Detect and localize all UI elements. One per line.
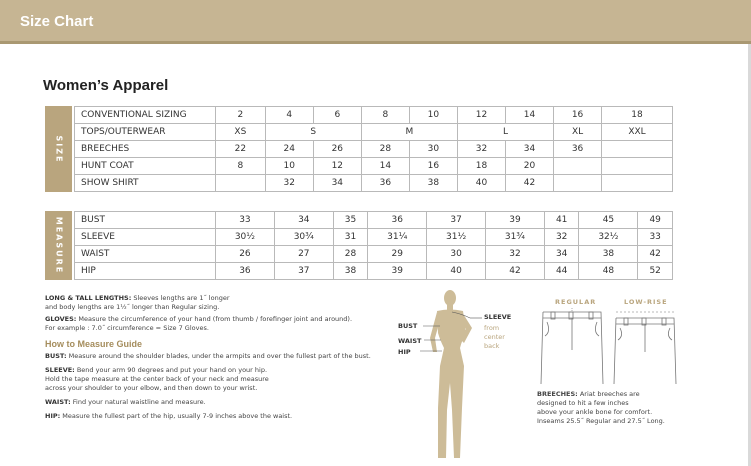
table-cell: 31½ xyxy=(427,229,486,246)
table-cell xyxy=(554,175,602,192)
row-label: HUNT COAT xyxy=(75,158,216,175)
table-row xyxy=(75,175,673,192)
breeches-note-line3: above your ankle bone for comfort. xyxy=(537,408,653,416)
table-cell: 31 xyxy=(333,229,368,246)
table-cell: 39 xyxy=(368,263,427,280)
table-cell: 32½ xyxy=(579,229,638,246)
table-cell xyxy=(602,175,673,192)
size-side-label-text: SIZE xyxy=(54,134,64,164)
breeches-note-line1 xyxy=(537,390,665,399)
bust-head: BUST: xyxy=(45,352,67,360)
table-cell xyxy=(602,141,673,158)
table-cell: 30½ xyxy=(216,229,275,246)
table-cell: 14 xyxy=(361,158,409,175)
table-cell: 42 xyxy=(486,263,545,280)
notes-top xyxy=(45,294,352,333)
table-cell: 52 xyxy=(638,263,673,280)
table-cell: 22 xyxy=(216,141,266,158)
hip-line1: Measure the fullest part of the hip, usually 7-9 inches above the waist. xyxy=(60,412,293,420)
table-cell: 30 xyxy=(409,141,457,158)
row-label: CONVENTIONAL SIZING xyxy=(75,107,216,124)
table-cell: 37 xyxy=(427,212,486,229)
table-cell: 40 xyxy=(427,263,486,280)
table-cell: 34 xyxy=(313,175,361,192)
row-label: TOPS/OUTERWEAR xyxy=(75,124,216,141)
gloves-line1: Measure the circumference of your hand (from thumb / forefinger joint and around). xyxy=(76,315,353,323)
waist-note xyxy=(45,398,371,407)
long-tall-note xyxy=(45,294,352,303)
size-side-label xyxy=(45,106,72,192)
table-cell: 26 xyxy=(216,246,275,263)
table-cell: 40 xyxy=(457,175,505,192)
sleeve-note xyxy=(45,366,371,375)
gloves-note xyxy=(45,315,352,324)
notes-measure xyxy=(45,352,371,421)
table-cell: 12 xyxy=(313,158,361,175)
table-cell xyxy=(216,175,266,192)
table-cell: 18 xyxy=(602,107,673,124)
waist-head: WAIST: xyxy=(45,398,71,406)
table-row xyxy=(75,246,673,263)
table-row xyxy=(75,107,673,124)
table-cell: 6 xyxy=(313,107,361,124)
page-title: Size Chart xyxy=(20,13,94,30)
measure-side-label xyxy=(45,211,72,280)
table-row xyxy=(75,229,673,246)
table-cell: 38 xyxy=(409,175,457,192)
measure-side-label-text: MEASURE xyxy=(54,216,63,275)
gloves-line2: For example : 7.0˝ circumference = Size 7 Gloves. xyxy=(45,324,209,332)
table-cell: 38 xyxy=(333,263,368,280)
table-cell: 36 xyxy=(361,175,409,192)
long-tall-head: LONG & TALL LENGTHS: xyxy=(45,294,132,302)
table-cell: 44 xyxy=(544,263,579,280)
table-cell: 18 xyxy=(457,158,505,175)
table-cell: 32 xyxy=(457,141,505,158)
table-cell: 12 xyxy=(457,107,505,124)
measure-table xyxy=(74,211,673,280)
table-cell: 36 xyxy=(216,263,275,280)
table-cell: 41 xyxy=(544,212,579,229)
table-cell: 32 xyxy=(486,246,545,263)
bust-note xyxy=(45,352,371,361)
table-cell: 27 xyxy=(274,246,333,263)
bust-line1: Measure around the shoulder blades, under the armpits and over the fullest part of the bust. xyxy=(66,352,371,360)
table-cell: 35 xyxy=(333,212,368,229)
table-cell: 34 xyxy=(274,212,333,229)
table-cell: 10 xyxy=(265,158,313,175)
table-cell: 24 xyxy=(265,141,313,158)
table-cell: 31¾ xyxy=(486,229,545,246)
table-cell: 45 xyxy=(579,212,638,229)
table-cell: L xyxy=(457,124,553,141)
row-label: SLEEVE xyxy=(75,229,216,246)
table-cell: 30¾ xyxy=(274,229,333,246)
regular-breeches-illustration xyxy=(537,306,607,386)
figure-sleeve-sub xyxy=(484,324,505,351)
table-cell: 29 xyxy=(368,246,427,263)
table-cell: XS xyxy=(216,124,266,141)
table-row xyxy=(75,124,673,141)
table-cell: 42 xyxy=(505,175,553,192)
hip-head: HIP: xyxy=(45,412,61,420)
long-tall-line1: Sleeves lengths are 1˝ longer xyxy=(131,294,230,302)
section-title: Women’s Apparel xyxy=(43,77,169,94)
table-cell: 16 xyxy=(554,107,602,124)
row-label: HIP xyxy=(75,263,216,280)
table-cell: 28 xyxy=(361,141,409,158)
table-cell: 34 xyxy=(505,141,553,158)
gloves-head: GLOVES: xyxy=(45,315,77,323)
figure-label-waist: WAIST xyxy=(398,337,422,345)
row-label: SHOW SHIRT xyxy=(75,175,216,192)
table-cell: S xyxy=(265,124,361,141)
figure-label-bust: BUST xyxy=(398,322,418,330)
table-row xyxy=(75,263,673,280)
table-cell: 48 xyxy=(579,263,638,280)
long-tall-line2: and body lengths are 1½˝ longer than Regular sizing. xyxy=(45,303,220,311)
table-cell: 42 xyxy=(638,246,673,263)
table-cell: 33 xyxy=(216,212,275,229)
row-label: BREECHES xyxy=(75,141,216,158)
breeches-note-line4: Inseams 25.5˝ Regular and 27.5˝ Long. xyxy=(537,417,665,425)
table-cell: 38 xyxy=(579,246,638,263)
table-cell: XL xyxy=(554,124,602,141)
table-cell: 34 xyxy=(544,246,579,263)
table-cell xyxy=(602,158,673,175)
row-label: BUST xyxy=(75,212,216,229)
table-cell: M xyxy=(361,124,457,141)
table-cell: 2 xyxy=(216,107,266,124)
table-row xyxy=(75,158,673,175)
header-bar xyxy=(0,0,751,44)
sleeve-line1: Bend your arm 90 degrees and put your hand on your hip. xyxy=(74,366,268,374)
breeches-note-head: BREECHES: xyxy=(537,390,578,398)
table-cell: 49 xyxy=(638,212,673,229)
figure-sleeve-sub2: center xyxy=(484,333,505,341)
breeches-note-line2: designed to hit a few inches xyxy=(537,399,629,407)
table-cell: 31¼ xyxy=(368,229,427,246)
row-label: WAIST xyxy=(75,246,216,263)
pants-label-low-rise: LOW-RISE xyxy=(624,298,668,306)
table-cell: 26 xyxy=(313,141,361,158)
table-cell: 10 xyxy=(409,107,457,124)
table-cell: 8 xyxy=(216,158,266,175)
pants-label-regular: REGULAR xyxy=(555,298,597,306)
table-cell: 32 xyxy=(544,229,579,246)
breeches-note-line1-text: Ariat breeches are xyxy=(577,390,640,398)
figure-sleeve-sub1: from xyxy=(484,324,500,332)
table-cell: 16 xyxy=(409,158,457,175)
figure-sleeve-sub3: back xyxy=(484,342,500,350)
table-cell: 39 xyxy=(486,212,545,229)
hip-note xyxy=(45,412,371,421)
table-cell: 4 xyxy=(265,107,313,124)
table-row xyxy=(75,212,673,229)
sleeve-line2: Hold the tape measure at the center back of your neck and measure xyxy=(45,375,269,383)
table-cell: 20 xyxy=(505,158,553,175)
table-cell: 8 xyxy=(361,107,409,124)
figure-label-hip: HIP xyxy=(398,348,411,356)
size-table xyxy=(74,106,673,192)
figure-label-sleeve: SLEEVE xyxy=(484,313,512,321)
breeches-note xyxy=(537,390,665,426)
table-cell: 14 xyxy=(505,107,553,124)
table-cell: 32 xyxy=(265,175,313,192)
table-cell: 33 xyxy=(638,229,673,246)
low-rise-breeches-illustration xyxy=(610,306,680,386)
waist-line1: Find your natural waistline and measure. xyxy=(70,398,206,406)
table-cell: XXL xyxy=(602,124,673,141)
table-cell: 36 xyxy=(368,212,427,229)
sleeve-line3: across your shoulder to your elbow, and then down to your wrist. xyxy=(45,384,258,392)
table-cell: 37 xyxy=(274,263,333,280)
how-to-measure-title: How to Measure Guide xyxy=(45,339,143,349)
table-cell: 28 xyxy=(333,246,368,263)
sleeve-head: SLEEVE: xyxy=(45,366,75,374)
table-row xyxy=(75,141,673,158)
table-cell: 30 xyxy=(427,246,486,263)
table-cell xyxy=(554,158,602,175)
table-cell: 36 xyxy=(554,141,602,158)
